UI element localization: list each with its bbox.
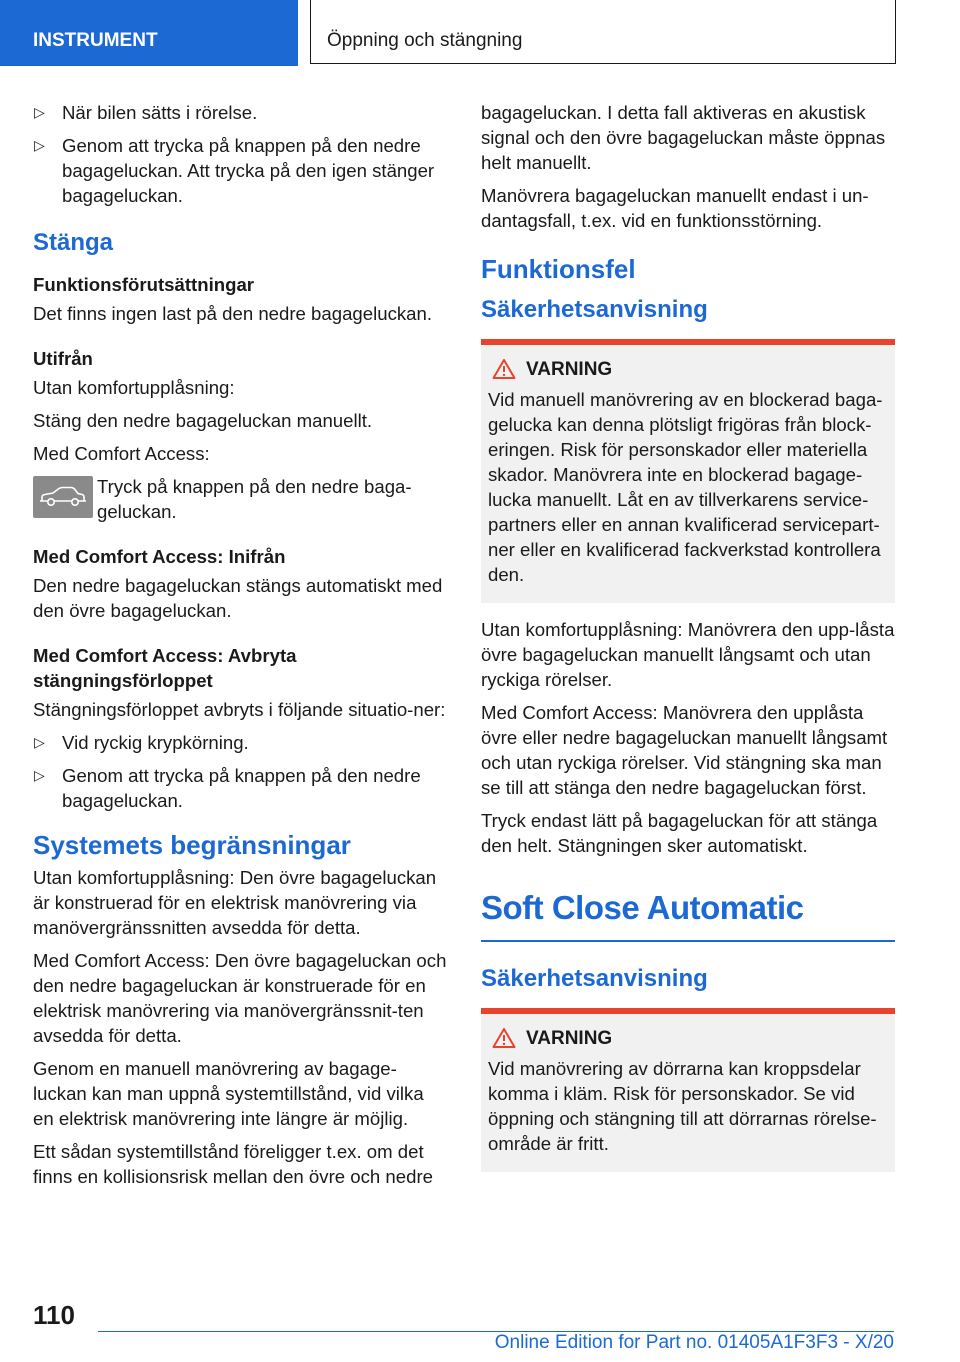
warning-title: VARNING [526,359,613,380]
warning-title: VARNING [526,1028,613,1049]
bullet-list-open [33,100,447,208]
paragraph: Tryck endast lätt på bagageluckan för att stänga den helt. Stängningen sker automatiskt. [481,810,878,856]
paragraph: Den nedre bagageluckan stängs automatiskt med den övre bagageluckan. [33,575,443,621]
page-footer [0,1290,960,1362]
paragraph: Med Comfort Access: [33,443,210,464]
warning-text: Vid manövrering av dörrarna kan kroppsdelar komma i kläm. Risk för personskador. Se vid öppning och stängning till att dörrarnas rörelse-område är fritt. [488,1058,877,1154]
heading-funktionsforutsattningar: Funktionsförutsättningar [33,274,255,295]
paragraph: Med Comfort Access: Den övre bagageluckan och den nedre bagageluckan är konstruerade för en elektrisk manövrering via manövergränssnit-ten avsedda för detta. [33,950,447,1046]
car-tailgate-icon [33,476,93,518]
paragraph: Med Comfort Access: Manövrera den upplåsta övre eller nedre bagageluckan manuellt långsamt och utan ryckiga rörelser. Vid stängning ska man se till att stänga den nedre bagageluckan först. [481,702,888,798]
list-item: ▷ Genom att trycka på knappen på den nedre bagageluckan. [34,765,421,811]
heading-utifran: Utifrån [33,348,93,369]
list-item: ▷ Vid ryckig krypkörning. [34,732,249,753]
warning-box-1 [481,339,895,603]
paragraph: Utan komfortupplåsning: Manövrera den upp-låsta övre bagageluckan manuellt långsamt och utan ryckiga rörelser. [481,619,895,690]
heading-sakerhetsanvisning-2: Säkerhetsanvisning [481,965,708,992]
page-number: 110 [33,1300,75,1330]
triangle-bullet-icon: ▷ [34,767,45,783]
right-column [481,100,895,1186]
paragraph: Det finns ingen last på den nedre bagageluckan. [33,303,433,324]
warning-triangle-icon [492,1027,516,1057]
heading-avbryta: Med Comfort Access: Avbryta stängningsförloppet [33,645,297,691]
heading-sakerhetsanvisning-1: Säkerhetsanvisning [481,296,708,323]
paragraph: bagageluckan. I detta fall aktiveras en akustisk signal och den övre bagageluckan måste öppnas helt manuellt. [481,102,886,173]
paragraph: Utan komfortupplåsning: Den övre bagageluckan är konstruerad för en elektrisk manövrering via manövergränssnitten avsedda för detta. [33,867,437,938]
heading-inifran: Med Comfort Access: Inifrån [33,546,286,567]
paragraph: Genom en manuell manövrering av bagage-luckan kan man uppnå systemtillstånd, vid vilka en elektrisk manövrering inte längre är möjlig. [33,1058,424,1129]
paragraph: Stängningsförloppet avbryts i följande situatio-ner: [33,699,446,720]
bullet-list-interrupt [33,730,447,813]
left-column [33,100,447,1197]
triangle-bullet-icon: ▷ [34,104,45,120]
warning-triangle-icon [492,358,516,388]
heading-soft-close-automatic: Soft Close Automatic [481,886,895,942]
triangle-bullet-icon: ▷ [34,734,45,750]
heading-funktionsfel: Funktionsfel [481,254,636,284]
heading-stanga: Stänga [33,229,114,256]
page-header [0,0,960,66]
paragraph: Stäng den nedre bagageluckan manuellt. [33,410,373,431]
paragraph: Manövrera bagageluckan manuellt endast i un-dantagsfall, t.ex. vid en funktionsstörning. [481,185,869,231]
list-item: ▷ När bilen sätts i rörelse. [34,102,258,123]
edition-text: Online Edition for Part no. 01405A1F3F3 - X/20 [494,1332,894,1353]
chapter-title: Öppning och stängning [310,0,896,64]
list-item: ▷ Genom att trycka på knappen på den nedre bagageluckan. Att trycka på den igen stänger bagageluckan. [34,135,435,206]
warning-text: Vid manuell manövrering av en blockerad baga-gelucka kan denna plötsligt frigöras från block-eringen. Risk för personskador eller materiella skador. Manövrera inte en blockerad bagage-lucka manuellt. Låt en av tillverkarens service-partners eller en annan kvalificerad servicepart-ner eller en kvalificerad fackverkstad kontrollera den. [488,389,883,585]
triangle-bullet-icon: ▷ [34,137,45,153]
paragraph: Ett sådan systemtillstånd föreligger t.ex. om det finns en kollisionsrisk mellan den övre och nedre [33,1141,433,1187]
warning-box-2 [481,1008,895,1172]
heading-systemets-begransningar: Systemets begränsningar [33,830,351,860]
icon-instruction [33,474,447,524]
icon-instruction-text: Tryck på knappen på den nedre baga-geluckan. [97,476,412,522]
section-tab: INSTRUMENT [0,0,298,66]
paragraph: Utan komfortupplåsning: [33,377,235,398]
